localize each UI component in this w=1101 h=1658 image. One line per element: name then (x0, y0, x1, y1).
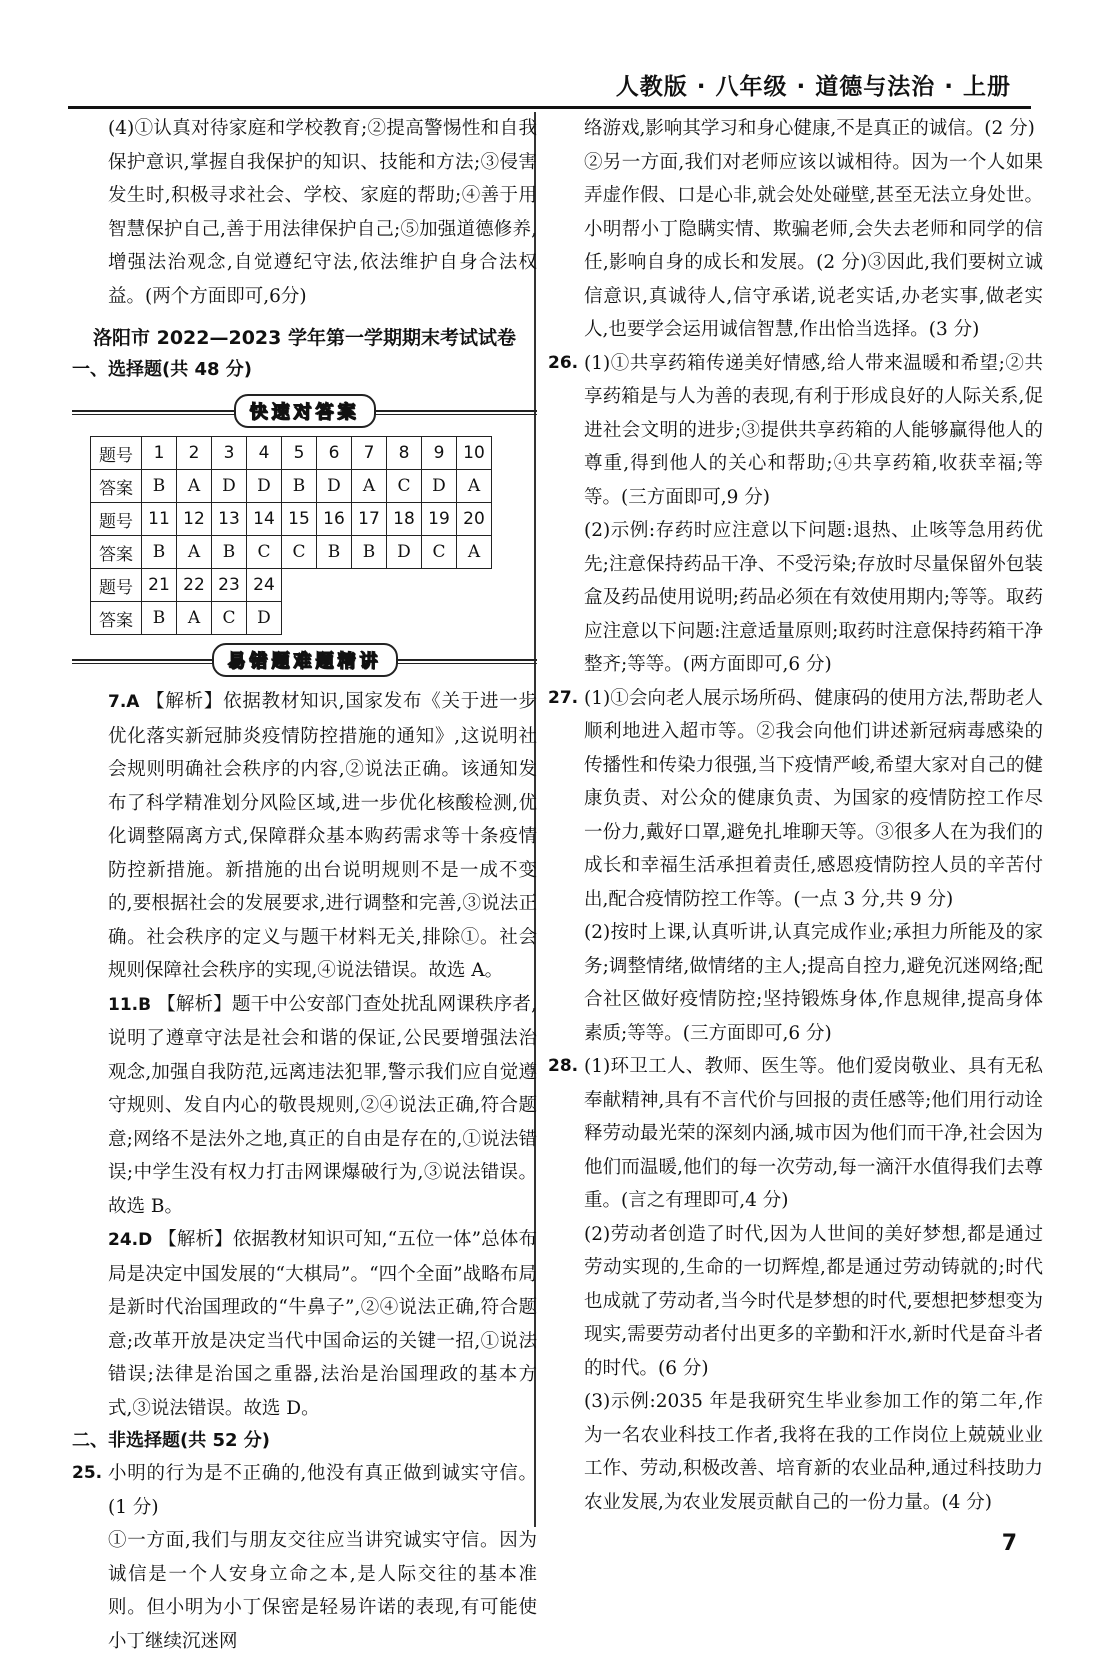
q-num: 23 (212, 569, 247, 602)
q28-part1-text: (1)环卫工人、教师、医生等。他们爱岗敬业、具有无私奉献精神,具有不言代价与回报的责任感等;他们用行动诠释劳动最光荣的深刻内涵,城市因为他们而干净,社会因为他们而温暖,他们的每一次劳动,每一滴汗水值得我们去尊重。(言之有理即可,4 分) (584, 1056, 1043, 1211)
right-column (548, 112, 1043, 1519)
q-num: 15 (282, 503, 317, 536)
page-header: 人教版 · 八年级 · 道德与法治 · 上册 (615, 74, 1011, 100)
q11-text: 【解析】题干中公安部门查处扰乱网课秩序者,说明了遵章守法是社会和谐的保证,公民要增强法治观念,加强自我防范,远离违法犯罪,警示我们应自觉遵守规则、发自内心的敬畏规则,②④说法正确,符合题意;网络不是法外之地,真正的自由是存在的,①说法错误;中学生没有权力打击网课爆破行为,③说法错误。故选 B。 (108, 993, 537, 1217)
q-num: 9 (422, 437, 457, 470)
q25-number: 25. (72, 1463, 103, 1483)
q-num: 17 (352, 503, 387, 536)
q-ans: D (317, 470, 352, 503)
q-ans: A (177, 470, 212, 503)
q-ans: A (457, 536, 492, 569)
q-ans: B (142, 602, 177, 635)
q-ans: A (177, 602, 212, 635)
q27-part1 (548, 682, 1043, 917)
q27-number: 27. (548, 687, 579, 708)
q26-part1 (548, 347, 1043, 515)
q-ans: B (142, 470, 177, 503)
q-ans: C (422, 536, 457, 569)
q25-point1-cont: 络游戏,影响其学习和身心健康,不是真正的诚信。(2 分) (584, 118, 1035, 139)
q27-part2: (2)按时上课,认真听讲,认真完成作业;承担力所能及的家务;调整情绪,做情绪的主人;提高自控力,避免沉迷网络;配合社区做好疫情防控;坚持锻炼身体,作息规律,提高身体素质;等等。(三方面即可,6 分) (584, 922, 1043, 1044)
num-label: 题号 (91, 437, 142, 470)
q-num: 16 (317, 503, 352, 536)
q-num: 20 (457, 503, 492, 536)
q24-explanation (72, 1223, 537, 1425)
ans-label: 答案 (91, 536, 142, 569)
q-ans: C (387, 470, 422, 503)
left-column (72, 112, 537, 1658)
q-num: 4 (247, 437, 282, 470)
q-ans: D (387, 536, 422, 569)
explanations-banner (72, 643, 537, 677)
q-ans: D (422, 470, 457, 503)
q24-text: 【解析】依据教材知识可知,“五位一体”总体布局是决定中国发展的“大棋局”。“四个全面”战略布局是新时代治国理政的“牛鼻子”,②④说法正确,符合题意;改革开放是决定当代中国命运的关键一招,①说法错误;法律是治国之重器,法治是治国理政的基本方式,③说法错误。故选 D。 (108, 1229, 537, 1419)
header-rule (68, 106, 1031, 109)
q-ans: A (177, 536, 212, 569)
q11-explanation (72, 988, 537, 1224)
q-num: 12 (177, 503, 212, 536)
exam-title: 洛阳市 2022—2023 学年第一学期期末考试试卷 (93, 327, 516, 349)
q26-part2: (2)示例:存药时应注意以下问题:退热、止咳等急用药优先;注意保持药品干净、不受污染;存放时尽量保留外包装盒及药品使用说明;药品必须在有效使用期内;等等。取药应注意以下问题:注意适量原则;取药时注意保持药箱干净整齐;等等。(两方面即可,6 分) (584, 520, 1043, 675)
table-row (91, 602, 492, 635)
q-ans: B (142, 536, 177, 569)
q7-text: 【解析】依据教材知识,国家发布《关于进一步优化落实新冠肺炎疫情防控措施的通知》,这说明社会规则明确社会秩序的内容,②说法正确。该通知发布了科学精准划分风险区域,进一步优化核酸检测,优化调整隔离方式,保障群众基本购药需求等十条疫情防控新措施。新措施的出台说明规则不是一成不变的,要根据社会的发展要求,进行调整和完善,③说法正确。社会秩序的定义与题干材料无关,排除①。社会规则保障社会秩序的实现,④说法错误。故选 A。 (108, 691, 537, 981)
q-num: 2 (177, 437, 212, 470)
q-num: 13 (212, 503, 247, 536)
ans-label: 答案 (91, 602, 142, 635)
q-ans: B (282, 470, 317, 503)
q28-part2: (2)劳动者创造了时代,因为人世间的美好梦想,都是通过劳动实现的,生命的一切辉煌,都是通过劳动铸就的;时代也成就了劳动者,当今时代是梦想的时代,要想把梦想变为现实,需要劳动者付出更多的辛勤和汗水,新时代是奋斗者的时代。(6 分) (584, 1223, 1043, 1379)
quick-answers-banner (72, 394, 537, 428)
q-num: 5 (282, 437, 317, 470)
section-nonchoice-title: 二、非选择题(共 52 分) (72, 1430, 271, 1451)
q7-number: 7.A (108, 692, 140, 712)
page-number: 7 (1001, 1531, 1017, 1556)
q25-text: 小明的行为是不正确的,他没有真正做到诚实守信。(1 分) (108, 1463, 537, 1518)
explanations-caption: 易错题难题精讲 (212, 643, 398, 677)
q-num: 10 (457, 437, 492, 470)
ans-label: 答案 (91, 470, 142, 503)
q28-part3: (3)示例:2035 年是我研究生毕业参加工作的第二年,作为一名农业科技工作者,我将在我的工作岗位上兢兢业业工作、劳动,积极改善、培育新的农业品种,通过科技助力农业发展,为农业发展贡献自己的一份力量。(4 分) (584, 1391, 1043, 1513)
q25-answer (72, 1457, 537, 1524)
table-row (91, 437, 492, 470)
q-ans: B (352, 536, 387, 569)
q27-part1-text: (1)①会向老人展示场所码、健康码的使用方法,帮助老人顺利地进入超市等。②我会向他们讲述新冠病毒感染的传播性和传染力很强,当下疫情严峻,希望大家对自己的健康负责、对公众的健康负责、为国家的疫情防控工作尽一份力,戴好口罩,避免扎堆聊天等。③很多人在为我们的成长和幸福生活承担着责任,感恩疫情防控人员的辛苦付出,配合疫情防控工作等。(一点 3 分,共 9 分) (584, 687, 1043, 910)
q25-point1: ①一方面,我们与朋友交往应当讲究诚实守信。因为诚信是一个人安身立命之本,是人际交往的基本准则。但小明为小丁保密是轻易许诺的表现,有可能使小丁继续沉迷网 (108, 1530, 537, 1652)
table-row (91, 503, 492, 536)
table-row (91, 470, 492, 503)
num-label: 题号 (91, 569, 142, 602)
q7-explanation (72, 685, 537, 988)
section-choice-title: 一、选择题(共 48 分) (72, 359, 253, 380)
q-num: 22 (177, 569, 212, 602)
q23-part4: (4)①认真对待家庭和学校教育;②提高警惕性和自我保护意识,掌握自我保护的知识、技能和方法;③侵害发生时,积极寻求社会、学校、家庭的帮助;④善于用智慧保护自己,善于用法律保护自己;⑤加强道德修养,增强法治观念,自觉遵纪守法,依法维护自身合法权益。(两个方面即可,6分) (108, 118, 537, 307)
quick-answers-caption: 快速对答案 (234, 394, 376, 428)
q11-number: 11.B (108, 994, 152, 1015)
q-num: 3 (212, 437, 247, 470)
q-ans: C (247, 536, 282, 569)
q28-number: 28. (548, 1056, 579, 1076)
q-num: 7 (352, 437, 387, 470)
q-ans: A (457, 470, 492, 503)
q-num: 8 (387, 437, 422, 470)
q-num: 11 (142, 503, 177, 536)
answer-table (90, 436, 492, 635)
q-ans: B (317, 536, 352, 569)
q-num: 6 (317, 437, 352, 470)
q-num: 14 (247, 503, 282, 536)
q26-part1-text: (1)①共享药箱传递美好情感,给人带来温暖和希望;②共享药箱是与人为善的表现,有利于形成良好的人际关系,促进社会文明的进步;③提供共享药箱的人能够赢得他人的尊重,得到他人的关心和帮助;④共享药箱,收获幸福;等等。(三方面即可,9 分) (584, 352, 1043, 508)
num-label: 题号 (91, 503, 142, 536)
q-ans: A (352, 470, 387, 503)
q25-point2: ②另一方面,我们对老师应该以诚相待。因为一个人如果弄虚作假、口是心非,就会处处碰壁,甚至无法立身处世。小明帮小丁隐瞒实情、欺骗老师,会失去老师和同学的信任,影响自身的成长和发展。(2 分)③因此,我们要树立诚信意识,真诚待人,信守承诺,说老实话,办老实事,做老实人,也要学会运用诚信智慧,作出恰当选择。(3 分) (584, 151, 1043, 340)
table-row (91, 536, 492, 569)
q-ans: C (212, 602, 247, 635)
q-ans: B (212, 536, 247, 569)
q26-number: 26. (548, 352, 579, 373)
table-row (91, 569, 492, 602)
q24-number: 24.D (108, 1230, 153, 1250)
q-ans: C (282, 536, 317, 569)
q-ans: D (247, 602, 282, 635)
q-num: 1 (142, 437, 177, 470)
q-num: 18 (387, 503, 422, 536)
q-num: 21 (142, 569, 177, 602)
q28-part1 (548, 1050, 1043, 1218)
q-ans: D (212, 470, 247, 503)
q-ans: D (247, 470, 282, 503)
q-num: 19 (422, 503, 457, 536)
q-num: 24 (247, 569, 282, 602)
